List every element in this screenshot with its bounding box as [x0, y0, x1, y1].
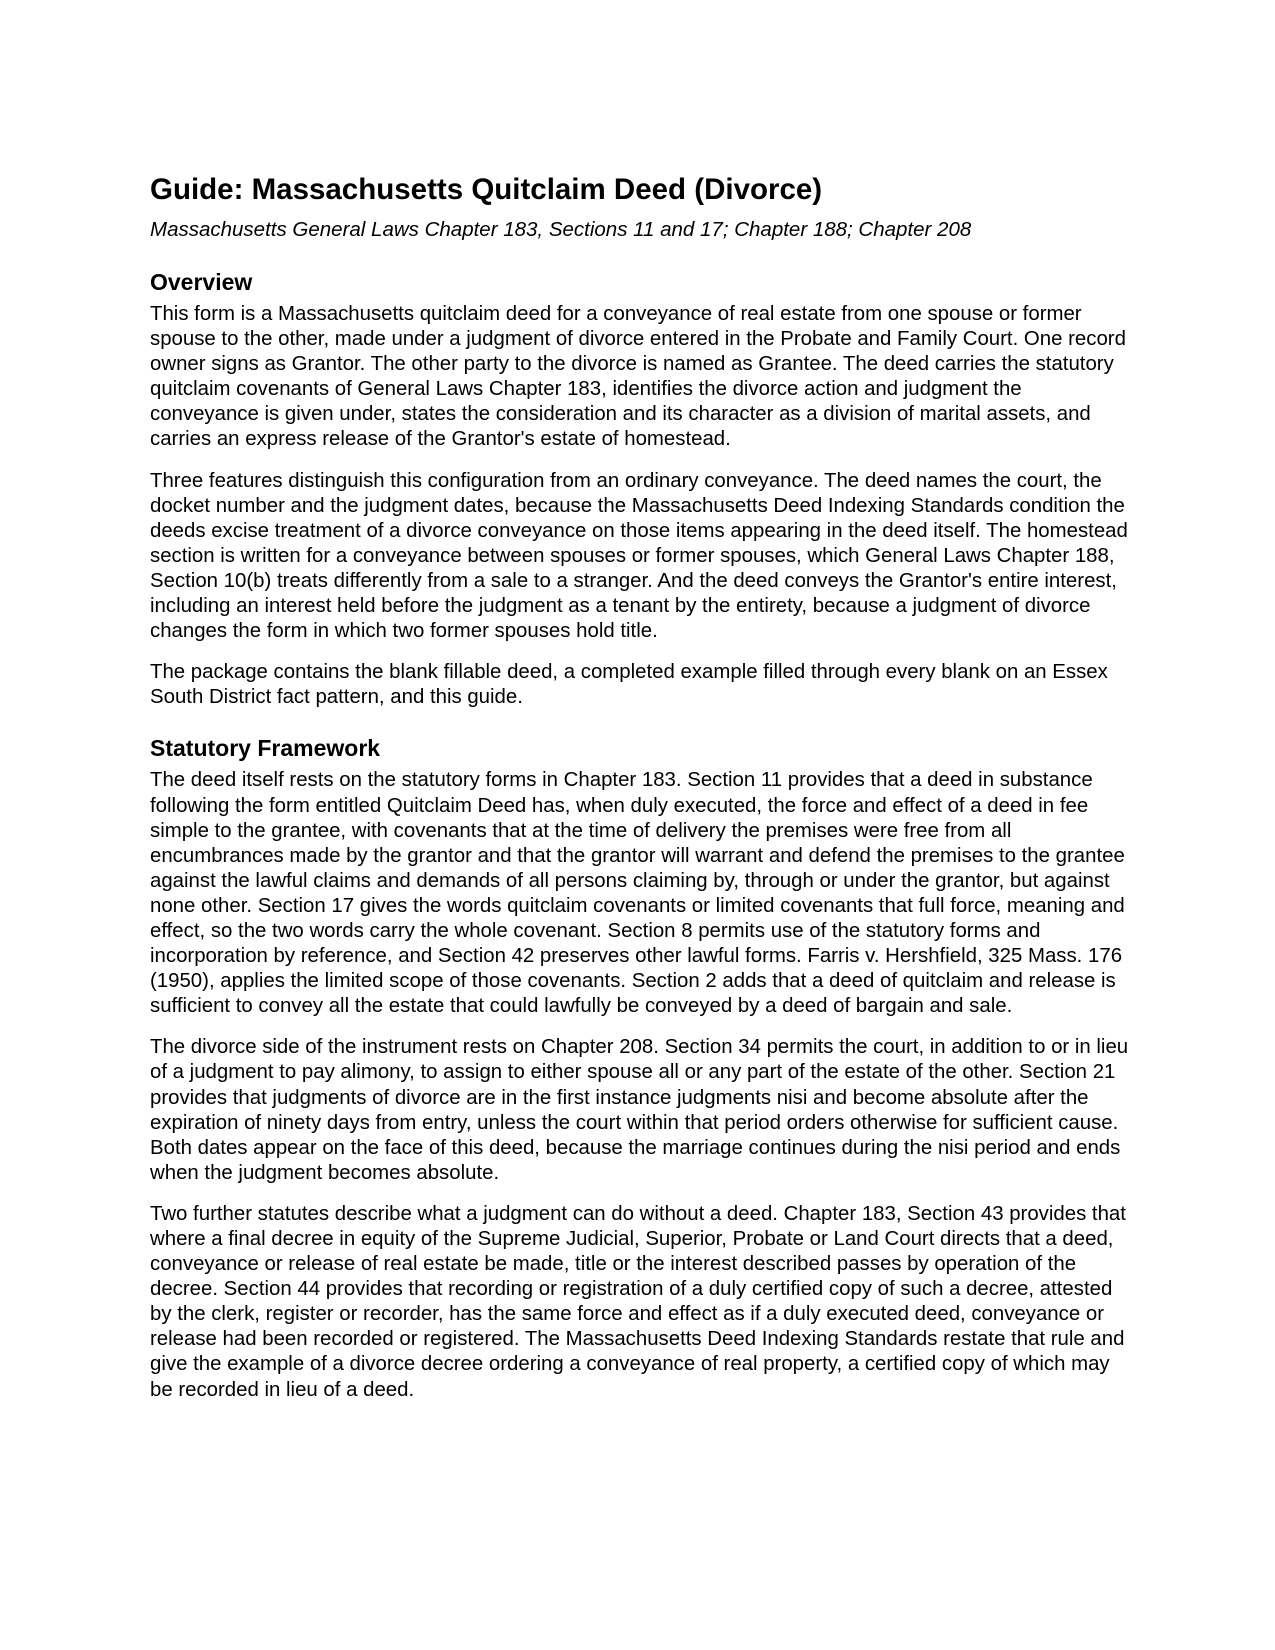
framework-paragraph-1: The deed itself rests on the statutory forms in Chapter 183. Section 11 provides that a deed in substance following the form entitled Quitclaim Deed has, when duly executed, the force and effect of a deed in fee simple to the grantee, with covenants that at the time of delivery the premises were free from all encumbrances made by the grantor and that the grantor will warrant and defend the premises to the grantee against the lawful claims and demands of all persons claiming by, through or under the grantor, but against none other. Section 17 gives the words quitclaim covenants or limited covenants that full force, meaning and effect, so the two words carry the whole covenant. Section 8 permits use of the statutory forms and incorporation by reference, and Section 42 preserves other lawful forms. Farris v. Hershfield, 325 Mass. 176 (1950), applies the limited scope of those covenants. Section 2 adds that a deed of quitclaim and release is sufficient to convey all the estate that could lawfully be conveyed by a deed of bargain and sale. [150, 769, 1125, 1018]
overview-paragraph-3: The package contains the blank fillable deed, a completed example filled through every blank on an Essex South District fact pattern, and this guide. [150, 661, 1108, 709]
overview-paragraph-2: Three features distinguish this configuration from an ordinary conveyance. The deed names the court, the docket number and the judgment dates, because the Massachusetts Deed Indexing Standards condition the deeds excise treatment of a divorce conveyance on those items appearing in the deed itself. The homestead section is written for a conveyance between spouses or former spouses, which General Laws Chapter 188, Section 10(b) treats differently from a sale to a stranger. And the deed conveys the Grantor's entire interest, including an interest held before the judgment as a tenant by the entirety, because a judgment of divorce changes the form in which two former spouses hold title. [150, 469, 1128, 643]
statutory-framework-heading: Statutory Framework [150, 735, 381, 762]
framework-paragraph-3: Two further statutes describe what a judgment can do without a deed. Chapter 183, Section 43 provides that where a final decree in equity of the Supreme Judicial, Superior, Probate or Land Court directs that a deed, conveyance or release of real estate be made, title or the interest described passes by operation of the decree. Section 44 provides that recording or registration of a duly certified copy of such a decree, attested by the clerk, register or recorder, has the same force and effect as if a duly executed deed, conveyance or release had been recorded or registered. The Massachusetts Deed Indexing Standards restate that rule and give the example of a divorce decree ordering a conveyance of real property, a certified copy of which may be recorded in lieu of a deed. [150, 1202, 1126, 1401]
overview-paragraph-1: This form is a Massachusetts quitclaim deed for a conveyance of real estate from one spouse or former spouse to the other, made under a judgment of divorce entered in the Probate and Family Court. One record owner signs as Grantor. The other party to the divorce is named as Grantee. The deed carries the statutory quitclaim covenants of General Laws Chapter 183, identifies the divorce action and judgment the conveyance is given under, states the consideration and its character as a division of marital assets, and carries an express release of the Grantor's estate of homestead. [150, 303, 1126, 451]
framework-paragraph-2: The divorce side of the instrument rests on Chapter 208. Section 34 permits the court, in addition to or in lieu of a judgment to pay alimony, to assign to either spouse all or any part of the estate of the other. Section 21 provides that judgments of divorce are in the first instance judgments nisi and become absolute after the expiration of ninety days from entry, unless the court within that period orders otherwise for sufficient cause. Both dates appear on the face of this deed, because the marriage continues during the nisi period and ends when the judgment becomes absolute. [150, 1036, 1129, 1184]
document-subtitle: Massachusetts General Laws Chapter 183, Sections 11 and 17; Chapter 188; Chapter 208 [150, 218, 972, 241]
document-page [150, 172, 1134, 1403]
document-title: Guide: Massachusetts Quitclaim Deed (Divorce) [150, 173, 823, 206]
overview-heading: Overview [150, 269, 253, 295]
